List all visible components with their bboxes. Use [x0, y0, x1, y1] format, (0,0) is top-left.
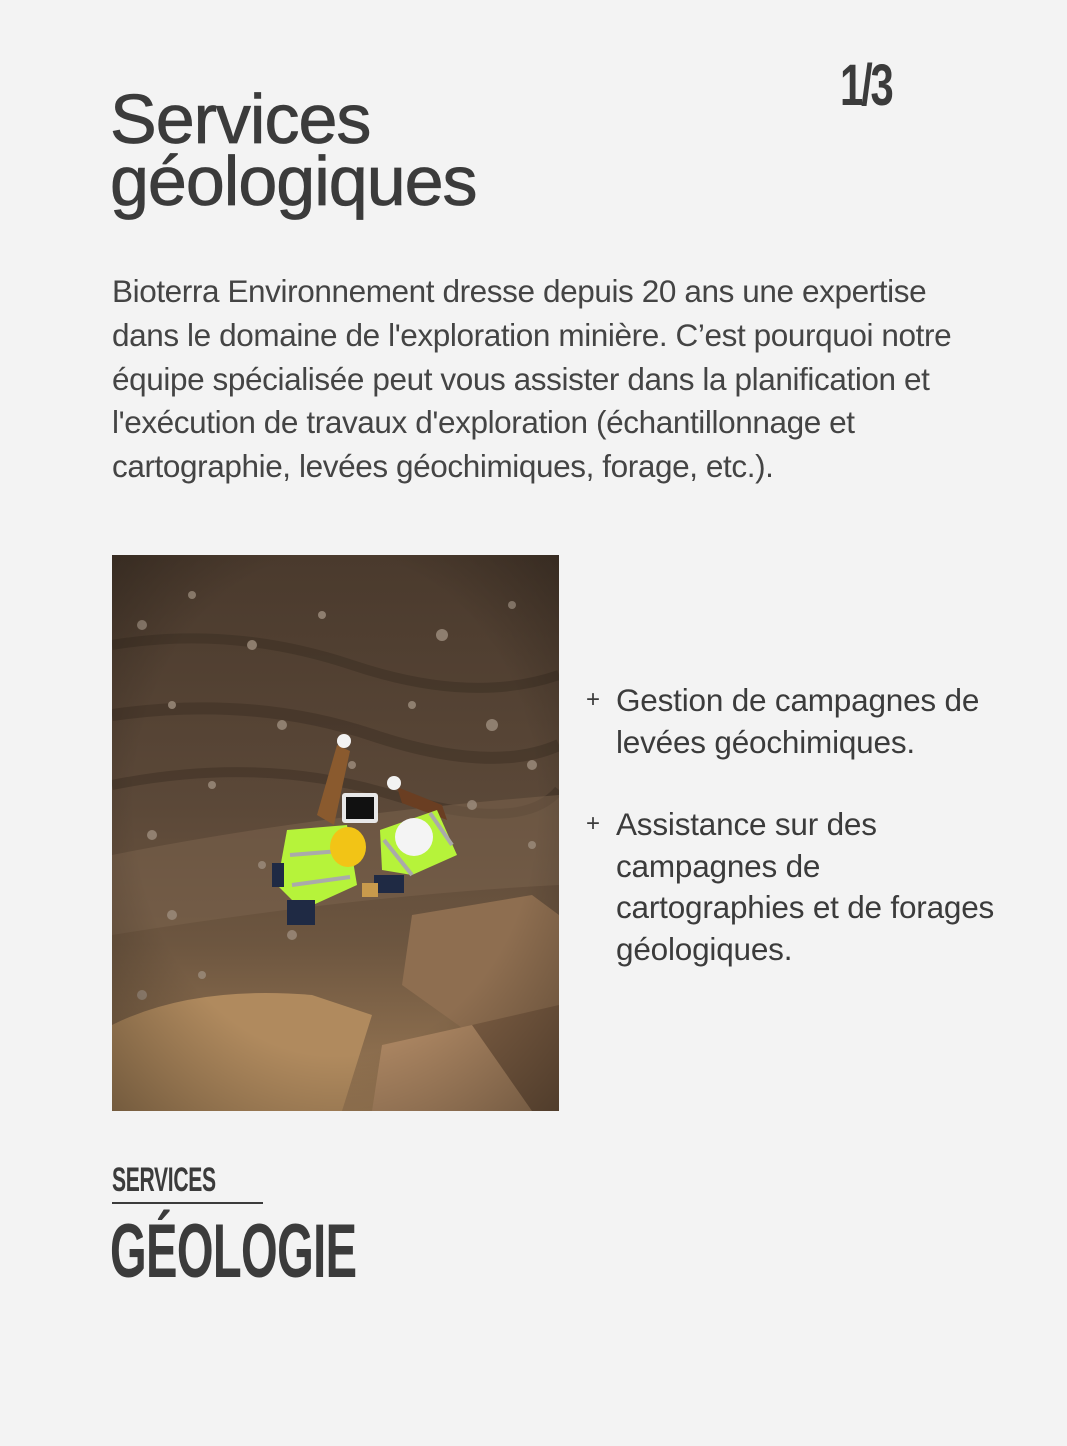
plus-icon: + — [586, 686, 600, 713]
intro-paragraph: Bioterra Environnement dresse depuis 20 ans une expertise dans le domaine de l'exploration minière. C’est pourquoi notre équipe spécialisée peut vous assister dans la planification et l'exécution de travaux d'exploration (échantillonnage et cartographie, levées géochimiques, forage, etc.). — [112, 273, 952, 485]
footer-divider — [112, 1202, 263, 1204]
service-bullet-list — [586, 680, 1006, 970]
page-title-line-1: Services — [110, 80, 371, 158]
bullet-item — [586, 680, 1006, 763]
page-counter: 1/3 — [840, 53, 892, 118]
bullet-text: Gestion de campagnes de levées géochimiques. — [616, 682, 980, 760]
footer-kicker: SERVICES — [112, 1161, 216, 1199]
page-title-line-2: géologiques — [110, 142, 477, 220]
bullet-text: Assistance sur des campagnes de cartographies et de forages géologiques. — [616, 806, 995, 967]
plus-icon: + — [586, 810, 600, 837]
geologists-photo — [112, 555, 559, 1111]
footer-title: GÉOLOGIE — [110, 1209, 357, 1294]
bullet-item — [586, 804, 1006, 970]
page-title — [110, 80, 477, 220]
